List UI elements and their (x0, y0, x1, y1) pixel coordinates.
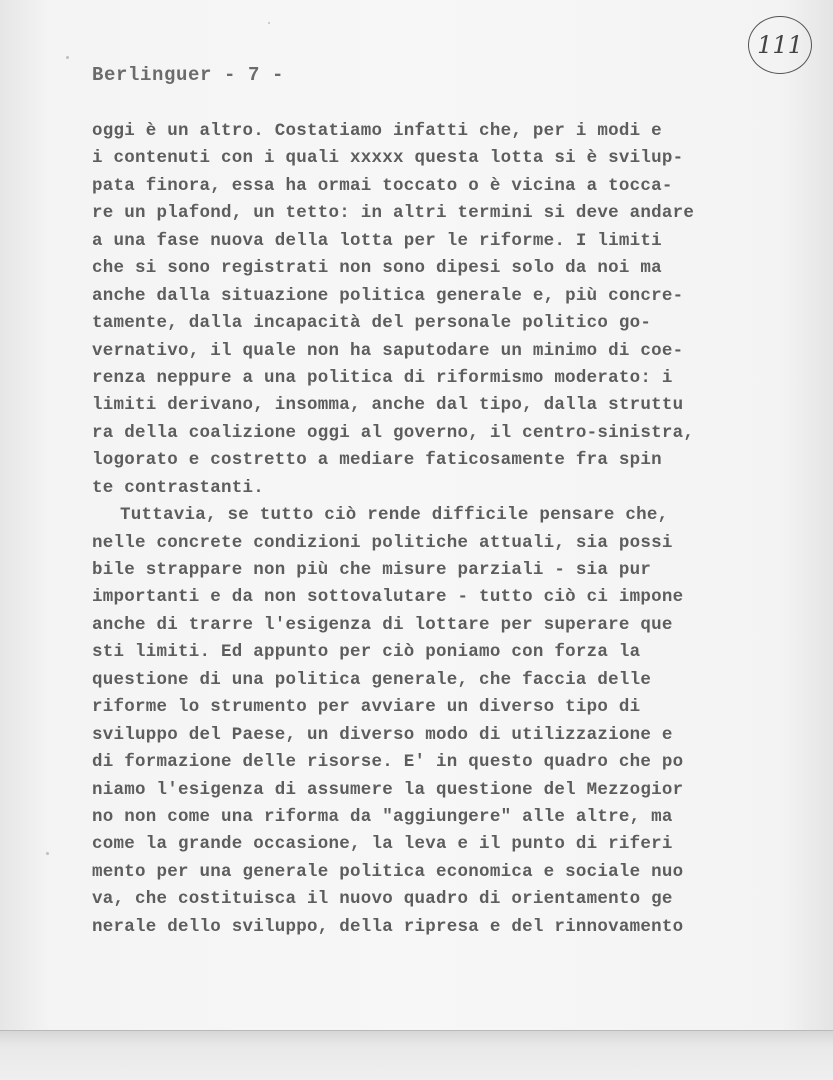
text-line: Tuttavia, se tutto ciò rende difficile pensare che, (120, 505, 669, 526)
text-line: ra della coalizione oggi al governo, il centro-sinistra, (92, 422, 695, 443)
text-line: come la grande occasione, la leva e il punto di riferi (92, 834, 673, 855)
text-line: pata finora, essa ha ormai toccato o è vicina a tocca- (92, 175, 673, 196)
text-line: niamo l'esigenza di assumere la questione del Mezzogior (92, 779, 684, 800)
text-line: tamente, dalla incapacità del personale politico go- (92, 313, 652, 334)
text-line: di formazione delle risorse. E' in questo quadro che po (92, 752, 684, 773)
paper-speck (66, 56, 69, 59)
text-line: renza neppure a una politica di riformismo moderato: i (92, 367, 673, 388)
text-line: anche di trarre l'esigenza di lottare per superare que (92, 614, 673, 635)
page-fold-edge (0, 1030, 833, 1080)
text-line: nerale dello sviluppo, della ripresa e del rinnovamento (92, 916, 684, 937)
paper-speck (268, 22, 270, 24)
text-line: logorato e costretto a mediare faticosamente fra spin (92, 450, 662, 471)
text-line: sti limiti. Ed appunto per ciò poniamo con forza la (92, 642, 641, 663)
body-text (92, 118, 695, 941)
text-line: i contenuti con i quali xxxxx questa lotta si è svilup- (92, 148, 684, 169)
text-line: vernativo, il quale non ha saputodare un minimo di coe- (92, 340, 684, 361)
text-line: va, che costituisca il nuovo quadro di orientamento ge (92, 889, 673, 910)
text-line: riforme lo strumento per avviare un diverso tipo di (92, 697, 641, 718)
text-line: che si sono registrati non sono dipesi solo da noi ma (92, 258, 662, 279)
circled-page-number (748, 16, 812, 74)
text-line: bile strappare non più che misure parziali - sia pur (92, 560, 652, 580)
page-number: 111 (757, 31, 803, 59)
text-line: questione di una politica generale, che faccia delle (92, 669, 652, 690)
text-line: sviluppo del Paese, un diverso modo di utilizzazione e (92, 724, 673, 745)
text-line: a una fase nuova della lotta per le riforme. I limiti (92, 230, 662, 251)
text-line: te contrastanti. (92, 477, 265, 498)
text-line: no non come una riforma da "aggiungere" alle altre, ma (92, 806, 673, 827)
paper-speck (46, 852, 49, 855)
text-line: anche dalla situazione politica generale e, più concre- (92, 285, 684, 306)
text-line: importanti e da non sottovalutare - tutto ciò ci impone (92, 587, 684, 608)
text-line: oggi è un altro. Costatiamo infatti che, per i modi e (92, 121, 662, 141)
text-line: mento per una generale politica economica e sociale nuo (92, 861, 684, 882)
text-line: limiti derivano, insomma, anche dal tipo, dalla struttu (92, 395, 684, 416)
text-line: re un plafond, un tetto: in altri termini si deve andare (92, 203, 695, 224)
page-header: Berlinguer - 7 - (92, 64, 285, 86)
text-line: nelle concrete condizioni politiche attuali, sia possi (92, 532, 673, 553)
